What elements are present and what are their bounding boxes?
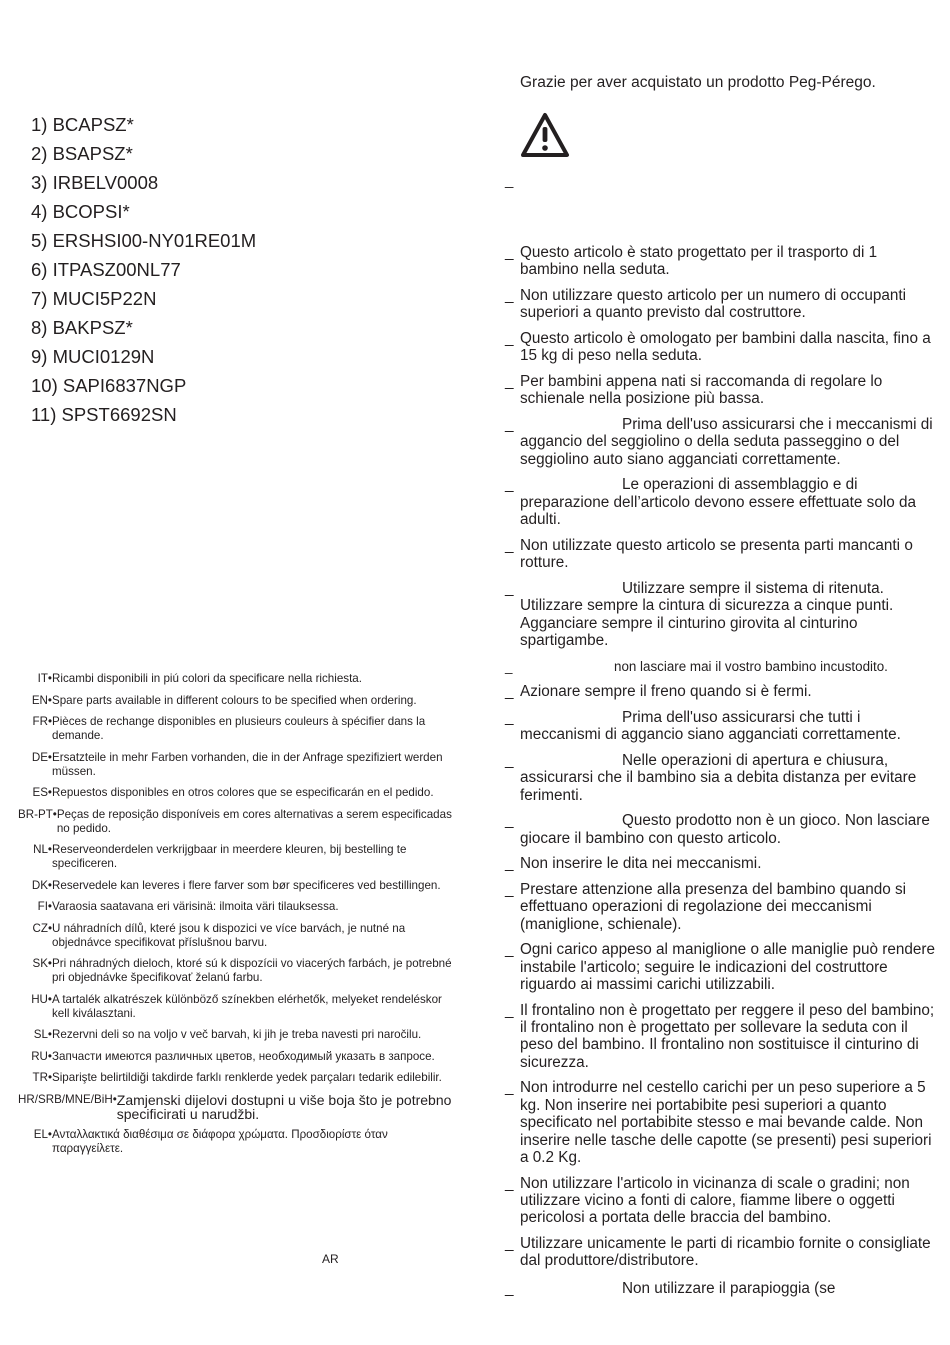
warning-text: Questo articolo è stato progettato per il trasporto di 1 bambino nella seduta. [520,244,878,279]
warning-triangle-icon [520,112,570,158]
lang-code: HR/SRB/MNE/BiH• [18,1092,117,1106]
warnings-list [500,244,940,1305]
note-text: Reserveonderdelen verkrijgbaar in meerdere kleuren, bij bestelling te specificeren. [52,843,407,870]
warning-text: Ogni carico appeso al maniglione o alle maniglie può rendere instabile l'articolo; seguire le indicazioni del costruttore riguardo ai massimi carichi utilizzabili. [520,941,935,994]
part-item: 10) SAPI6837NGP [31,375,187,396]
warning-text: Il frontalino non è progettato per reggere il peso del bambino; il frontalino non è progettato per sollevare la seduta con il peso del bambino. Il frontalino non sostituisce il cinturino di sicurezza. [520,1001,935,1071]
warning-text: Azionare sempre il freno quando si è fermi. [520,683,812,701]
lang-code: RU• [31,1049,52,1063]
note-text: Siparişte belirtildiği takdirde farklı renklerde yedek parçaları tedarik edilebilir. [52,1071,442,1084]
warning-text: Per bambini appena nati si raccomanda di regolare lo schienale nella posizione più bassa. [520,373,883,408]
lang-code: FR• [32,715,52,728]
lang-code: ES• [32,786,52,799]
lang-code: CZ• [32,921,52,935]
warning-item [500,709,940,744]
part-item: 9) MUCI0129N [31,346,155,367]
warning-item [500,855,940,872]
warning-item [500,287,940,322]
warning-item [500,1235,940,1270]
warning-item [500,941,940,993]
note-text: Pièces de rechange disponibles en plusieurs couleurs à spécifier dans la demande. [52,715,426,742]
warning-text: Prestare attenzione alla presenza del bambino quando si effettuano operazioni di regolazione dei meccanismi (maniglione, schienale). [520,880,907,933]
lang-code: NL• [33,843,52,856]
parts-list [31,110,256,429]
lang-code: EL• [33,1128,52,1141]
warning-text: non lasciare mai il vostro bambino incustodito. [614,658,888,674]
warning-item [500,1175,940,1227]
warning-text: Nelle operazioni di apertura e chiusura, assicurarsi che il bambino sia a debita distanza per evitare ferimenti. [520,751,917,804]
warning-text: Non introdurre nel cestello carichi per un peso superiore a 5 kg. Non inserire nei portabibite pesi superiori a quanto specificato nel portabibite stesso e mai bevande calde. Non inserire nelle tasche delle capotte (se presenti) pesi superiori a 0.2 Kg. [520,1079,932,1167]
note-de [18,751,460,779]
lang-code: TR• [32,1071,52,1084]
note-text: Spare parts available in different colours to be specified when ordering. [52,693,417,707]
warning-item [500,683,940,700]
page-number: AR [322,1252,339,1266]
part-item: 4) BCOPSI* [31,201,130,222]
warning-item [500,1079,940,1166]
warning-item [500,752,940,804]
part-item: 2) BSAPSZ* [31,143,133,164]
note-text: Zamjenski dijelovi dostupni u više boja što je potrebno specificirati u narudžbi. [116,1091,452,1122]
note-cz [18,922,460,950]
lang-code: FI• [37,900,52,913]
note-text: Repuestos disponibles en otros colores que se especificarán en el pedido. [52,786,434,799]
part-item: 11) SPST6692SN [31,404,177,425]
warning-text: Le operazioni di assemblaggio e di preparazione dell’articolo devono essere effettuate solo da adulti. [520,476,917,529]
note-text: Reservedele kan leveres i flere farver som bør specificeres ved bestillingen. [52,878,441,892]
warning-item [500,580,940,650]
note-en [18,694,460,708]
warning-item [500,658,940,675]
note-text: U náhradních dílů, které jsou k dispozici ve více barvách, je nutné na objednávce specifikovat příslušnou barvu. [52,921,406,949]
warning-item [500,881,940,933]
spare-parts-notes [18,672,460,1164]
note-text: Varaosia saatavana eri värisinä: ilmoita väri tilauksessa. [52,900,339,913]
warning-item [500,1280,940,1297]
part-item: 7) MUCI5P22N [31,288,157,309]
lang-code: EN• [31,693,52,707]
warning-item [500,1002,940,1072]
part-item: 5) ERSHSI00-NY01RE01M [31,230,257,251]
note-text: Pri náhradných dieloch, ktoré sú k dispozícii vo viacerých farbách, je potrebné pri objednávke špecifikovať želanú farbu. [52,957,452,984]
note-text: A tartalék alkatrészek különböző színekben elérhetők, melyeket rendeléskor kell kiválasztani. [52,992,442,1020]
warning-text: Utilizzare unicamente le parti di ricambio fornite o consigliate dal produttore/distributore. [520,1235,931,1270]
warning-item [500,373,940,408]
warning-text: Non inserire le dita nei meccanismi. [520,855,762,873]
warning-item [500,537,940,572]
note-es [18,786,460,800]
note-hu [18,993,460,1021]
lang-code: SK• [32,957,52,970]
warning-text: Non utilizzare il parapioggia (se [622,1279,836,1297]
warning-text: Prima dell'uso assicurarsi che i meccanismi di aggancio del seggiolino o della seduta passeggino o del seggiolino auto siano agganciati correttamente. [520,416,933,468]
note-fi [18,900,460,914]
note-sk [18,957,460,985]
part-item: 3) IRBELV0008 [31,172,159,193]
note-ru [18,1050,460,1064]
note-text: Ricambi disponibili in piú colori da specificare nella richiesta. [52,672,362,685]
warning-item [500,476,940,528]
note-text: Запчасти имеются различных цветов, необходимый указать в запросе. [52,1049,435,1063]
part-item: 8) BAKPSZ* [31,317,133,338]
warning-item [500,330,940,365]
note-text: Ανταλλακτικά διαθέσιμα σε διάφορα χρώματα. Προσδιορίστε όταν παραγγείλετε. [52,1128,388,1155]
note-hr [18,1093,460,1121]
note-text: Peças de reposição disponíveis em cores alternativas a serem especificadas no pedido. [56,807,452,835]
lang-code: SL• [33,1028,52,1041]
note-el [18,1128,460,1156]
note-it [18,672,460,686]
note-sl [18,1028,460,1042]
lang-code: DK• [31,878,52,892]
lone-dash: _ [505,172,514,189]
note-tr [18,1071,460,1085]
warning-text: Questo prodotto non è un gioco. Non lasciare giocare il bambino con questo articolo. [520,812,930,847]
warning-text: Non utilizzare l'articolo in vicinanza di scale o gradini; non utilizzare vicino a fonti di calore, fiamme libere o oggetti pericolosi a portata delle braccia del bambino. [520,1174,910,1227]
note-dk [18,879,460,893]
part-item: 1) BCAPSZ* [31,114,134,135]
note-text: Rezervni deli so na voljo v več barvah, ki jih je treba navesti pri naročilu. [52,1028,422,1041]
warning-item [500,416,940,468]
lang-code: BR-PT• [18,807,57,821]
note-br-pt [18,808,460,836]
note-text: Ersatzteile in mehr Farben vorhanden, die in der Anfrage spezifiziert werden müssen. [52,750,443,778]
warning-item [500,812,940,847]
warning-text: Questo articolo è omologato per bambini dalla nascita, fino a 15 kg di peso nella seduta. [520,330,931,365]
lang-code: DE• [31,750,52,764]
lang-code: IT• [37,672,52,685]
warning-text: Non utilizzare questo articolo per un numero di occupanti superiori a quanto previsto dal costruttore. [520,287,907,322]
lang-code: HU• [31,992,52,1006]
warning-item [500,244,940,279]
part-item: 6) ITPASZ00NL77 [31,259,181,280]
warning-text: Prima dell'uso assicurarsi che tutti i meccanismi di aggancio siano agganciati correttamente. [520,708,901,744]
warning-text: Utilizzare sempre il sistema di ritenuta. Utilizzare sempre la cintura di sicurezza a cinque punti. Agganciare sempre il cinturino girovita al cinturino spartigambe. [520,579,894,650]
thanks-line: Grazie per aver acquistato un prodotto Peg-Pérego. [520,74,876,91]
note-nl [18,843,460,871]
note-fr [18,715,460,743]
warning-text: Non utilizzate questo articolo se presenta parti mancanti o rotture. [520,536,913,572]
